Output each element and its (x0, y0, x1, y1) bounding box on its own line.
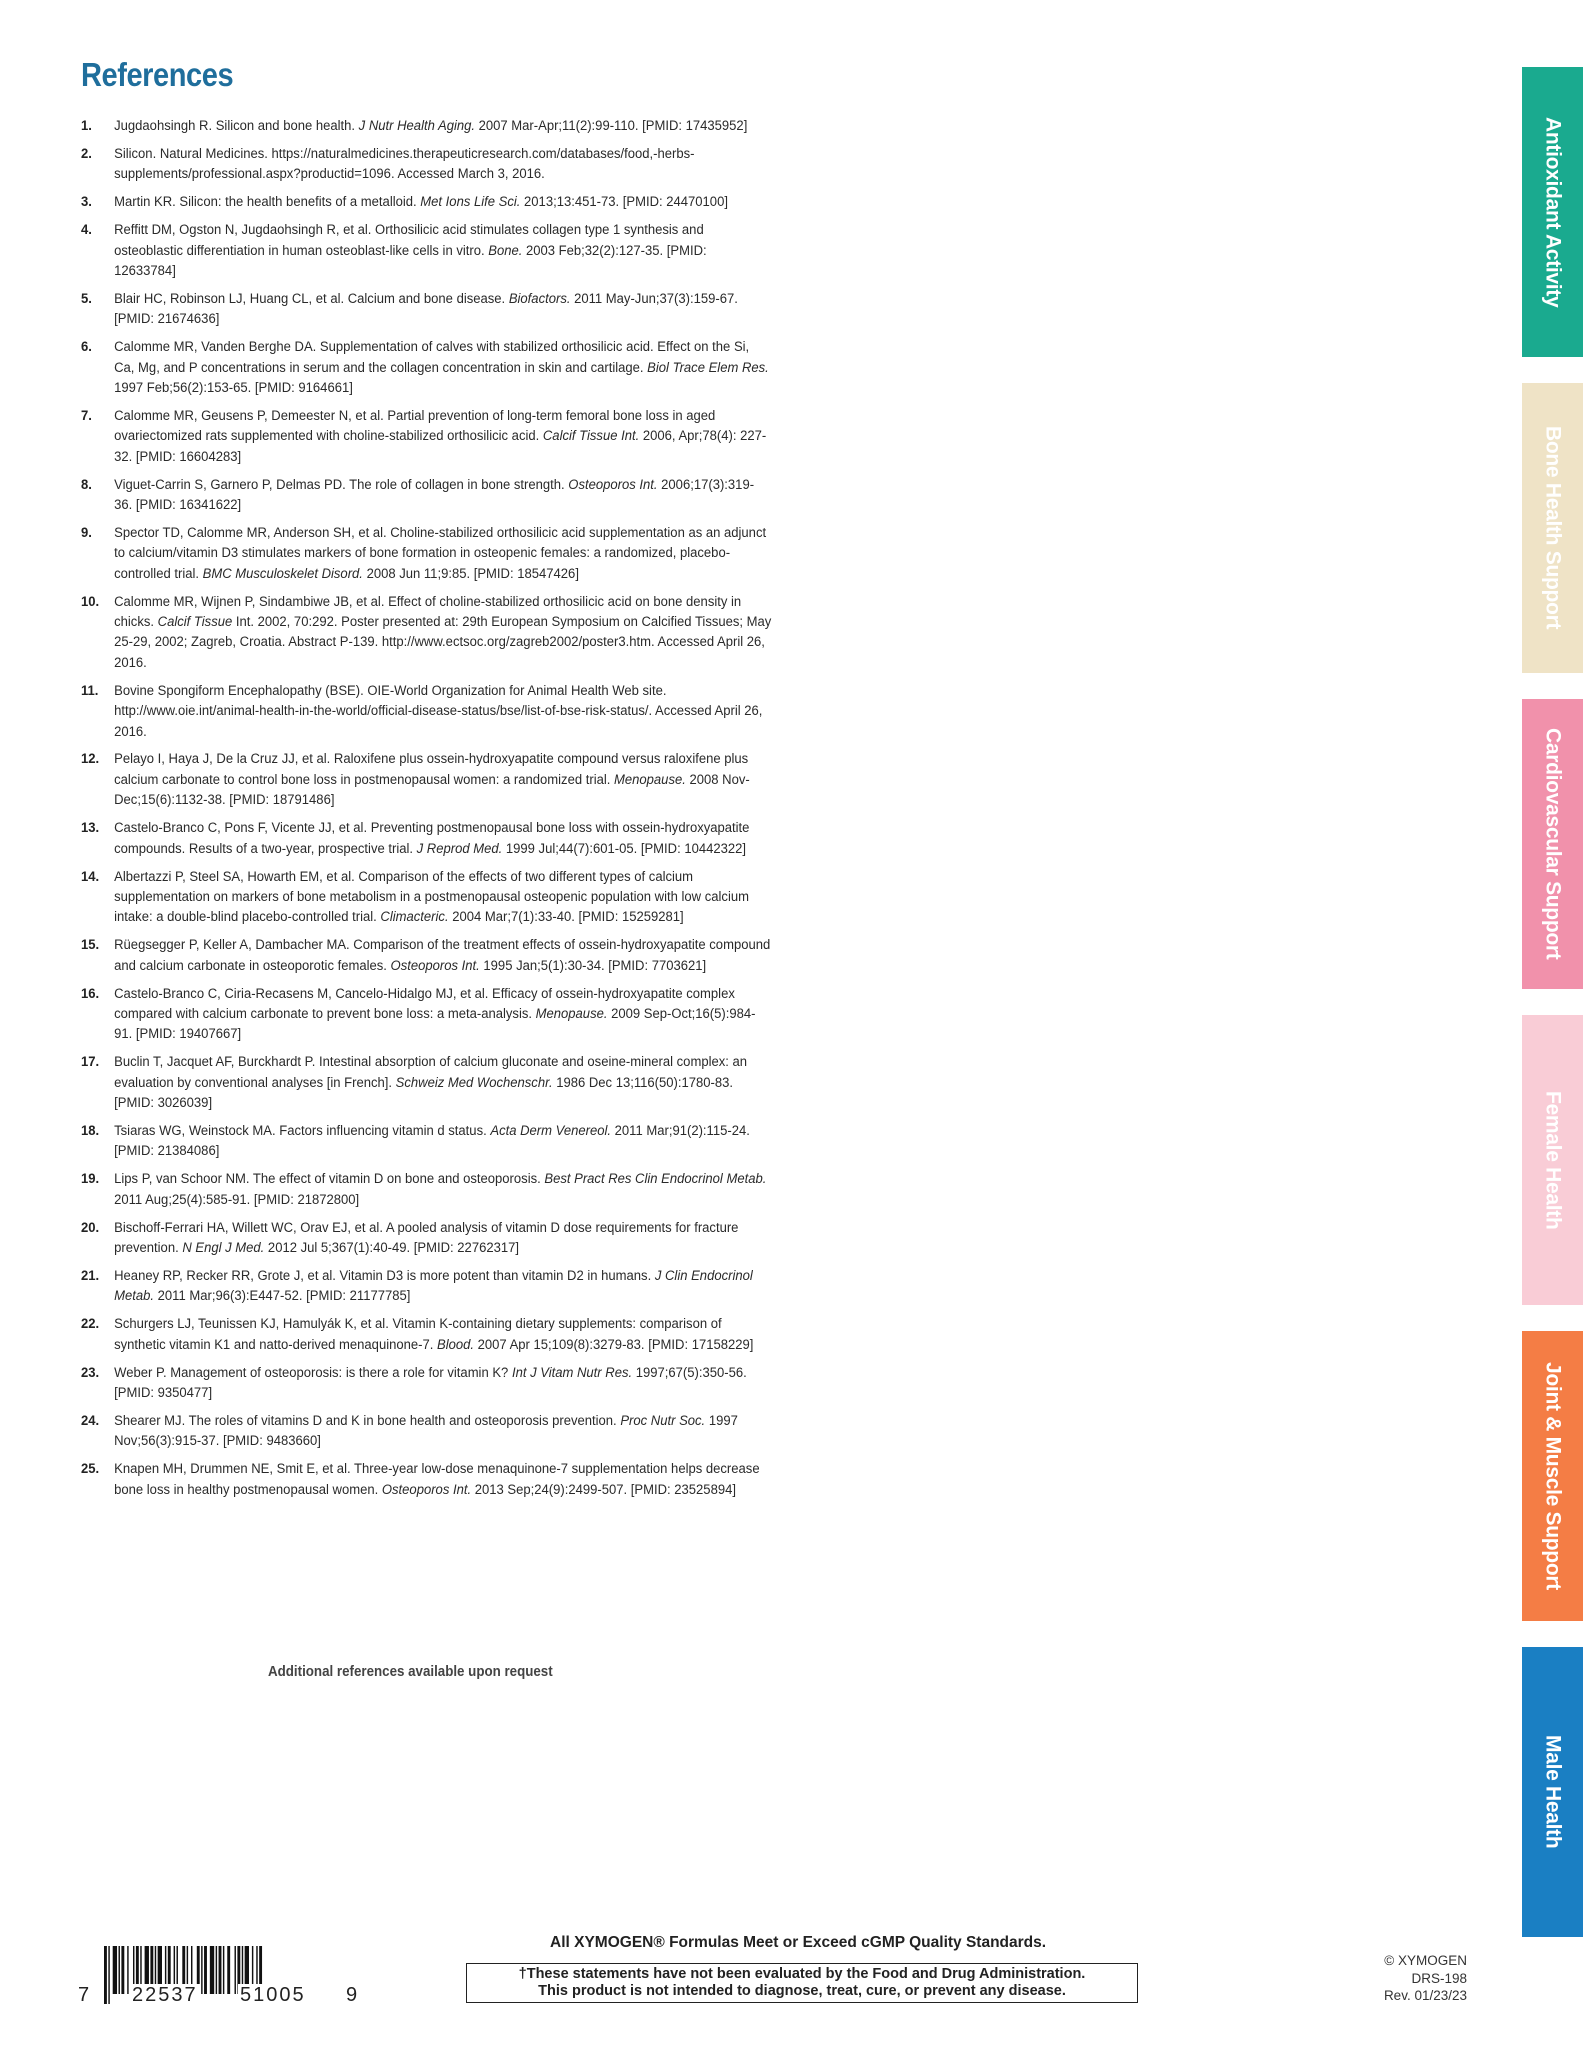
reference-text: Knapen MH, Drummen NE, Smit E, et al. Three-year low-dose menaquinone-7 supplementation helps decrease bone loss in healthy postmenopausal women. (114, 1461, 760, 1498)
side-tab-female-health (1522, 1015, 1583, 1305)
disclaimer-line-2: This product is not intended to diagnose, treat, cure, or prevent any disease. (538, 1983, 1066, 1999)
reference-item (81, 818, 772, 859)
reference-item (81, 192, 772, 212)
reference-text: Albertazzi P, Steel SA, Howarth EM, et al. Comparison of the effects of two different types of calcium supplementation on markers of bone metabolism in a postmenopausal osteopenic population with low calcium intake: a double-blind placebo-controlled trial. (114, 868, 749, 926)
additional-references-note: Additional references available upon request (268, 1664, 553, 1680)
barcode-check-digit: 9 (346, 1984, 358, 2006)
reference-text: Calomme MR, Wijnen P, Sindambiwe JB, et al. Effect of choline-stabilized orthosilicic acid on bone density in chicks. (114, 593, 742, 631)
journal-name: Osteoporos Int. (381, 1481, 472, 1498)
side-tab-label: Antioxidant Activity (1541, 116, 1565, 308)
reference-number: 2. (81, 145, 92, 162)
barcode-lead-digit: 7 (78, 1984, 90, 2006)
reference-item (81, 144, 772, 185)
reference-text: Buclin T, Jacquet AF, Burckhardt P. Intestinal absorption of calcium gluconate and oseine-mineral complex: an evaluation by conventional analyses [in French]. (114, 1054, 748, 1091)
side-tab-male-health (1522, 1647, 1583, 1937)
reference-text: 2011 Mar;96(3):E447-52. [PMID: 21177785] (154, 1288, 411, 1305)
reference-text: Bischoff-Ferrari HA, Willett WC, Orav EJ, et al. A pooled analysis of vitamin D dose requirements for fracture prevention. (114, 1219, 739, 1256)
reference-number: 21. (81, 1267, 100, 1284)
journal-name: Biofactors. (508, 290, 571, 307)
journal-name: J Nutr Health Aging. (358, 118, 476, 134)
reference-text: Pelayo I, Haya J, De la Cruz JJ, et al. Raloxifene plus ossein-hydroxyapatite compound versus raloxifene plus calcium carbonate to control bone loss in postmenopausal women: a randomized trial. (114, 751, 749, 788)
journal-name: Int J Vitam Nutr Res. (511, 1364, 633, 1381)
reference-number: 12. (81, 751, 100, 768)
reference-number: 19. (81, 1171, 100, 1188)
reference-text: 2007 Apr 15;109(8):3279-83. [PMID: 17158229] (474, 1336, 754, 1353)
journal-name: Blood. (437, 1336, 475, 1353)
reference-text: Bovine Spongiform Encephalopathy (BSE). OIE-World Organization for Animal Health Web site. http://www.oie.int/animal-health-in-the-world/official-disease-status/bse/list-of-bse-risk-status/. Accessed April 26, 2016. (114, 682, 763, 740)
reference-text: 2013;13:451-73. [PMID: 24470100] (520, 194, 728, 211)
reference-number: 17. (81, 1054, 100, 1071)
reference-item (81, 523, 772, 584)
reference-text: Viguet-Carrin S, Garnero P, Delmas PD. The role of collagen in bone strength. (114, 476, 569, 493)
reference-item (81, 1218, 772, 1259)
journal-name: J Reprod Med. (416, 840, 503, 857)
reference-number: 25. (81, 1461, 100, 1478)
reference-item (81, 1363, 772, 1404)
reference-item (81, 1266, 772, 1307)
reference-text: 2006;17(3):319-36. [PMID: 16341622] (114, 476, 755, 513)
journal-name: Proc Nutr Soc. (620, 1412, 706, 1429)
reference-item (81, 592, 772, 674)
reference-text: 2003 Feb;32(2):127-35. [PMID: 12633784] (114, 242, 707, 279)
journal-name: Met Ions Life Sci. (420, 194, 521, 211)
reference-text: 2012 Jul 5;367(1):40-49. [PMID: 22762317] (264, 1240, 520, 1256)
reference-number: 8. (81, 476, 92, 493)
journal-name: Climacteric. (380, 909, 449, 926)
reference-text: Silicon. Natural Medicines. https://naturalmedicines.therapeuticresearch.com/databases/food,-herbs-supplements/professional.aspx?productid=1096. Accessed March 3, 2016. (114, 145, 695, 183)
reference-item (81, 1459, 772, 1500)
journal-name: Osteoporos Int. (568, 476, 658, 493)
journal-name: Osteoporos Int. (390, 957, 480, 974)
journal-name: Menopause. (614, 771, 686, 788)
reference-text: Blair HC, Robinson LJ, Huang CL, et al. Calcium and bone disease. (114, 290, 509, 307)
reference-text: 1999 Jul;44(7):601-05. [PMID: 10442322] (502, 840, 747, 857)
reference-text: 2011 Aug;25(4):585-91. [PMID: 21872800] (114, 1191, 360, 1208)
reference-item (81, 475, 772, 516)
side-tab-antioxidant-activity (1522, 67, 1583, 357)
quality-statement: All XYMOGEN® Formulas Meet or Exceed cGMP Quality Standards. (550, 1934, 1047, 1951)
journal-name: Calcif Tissue (157, 614, 233, 631)
barcode-bar (121, 1946, 124, 1994)
reference-number: 24. (81, 1412, 100, 1429)
journal-name: Bone. (488, 242, 523, 259)
barcode-bar (201, 1946, 202, 1994)
reference-number: 14. (81, 868, 100, 885)
barcode-bar (104, 1946, 107, 2004)
disclaimer-line-1: †These statements have not been evaluated by the Food and Drug Administration. (518, 1966, 1086, 1982)
reference-text: Jugdaohsingh R. Silicon and bone health. (114, 118, 359, 134)
reference-text: Castelo-Branco C, Ciria-Recasens M, Cancelo-Hidalgo MJ, et al. Efficacy of ossein-hydroxyapatite complex compared with calcium carbonate to prevent bone loss: a meta-analysis. (114, 985, 735, 1022)
reference-text: Lips P, van Schoor NM. The effect of vitamin D on bone and osteoporosis. (114, 1171, 545, 1188)
reference-number: 11. (81, 682, 99, 699)
journal-name: BMC Musculoskelet Disord. (202, 565, 363, 582)
reference-text: 2011 Mar;91(2):115-24. [PMID: 21384086] (114, 1122, 750, 1160)
barcode-bar (119, 1946, 120, 1994)
reference-number: 5. (81, 290, 92, 307)
reference-item (81, 1121, 772, 1162)
page-title: References (81, 56, 234, 93)
reference-text: Int. 2002, 70:292. Poster presented at: 29th European Symposium on Calcified Tissues; May 25-29, 2002; Zagreb, Croatia. Abstract P-139. http://www.ectsoc.org/zagreb2002/poster3.htm. Accessed April 26, 2016. (114, 614, 772, 671)
reference-number: 20. (81, 1219, 100, 1236)
reference-item (81, 749, 772, 810)
document-code: DRS-198 (1411, 1970, 1467, 1986)
reference-number: 18. (81, 1122, 100, 1139)
side-tab-label: Male Health (1541, 1735, 1565, 1849)
reference-item (81, 1314, 772, 1355)
barcode-bar (216, 1946, 217, 1994)
fda-disclaimer-box (466, 1963, 1138, 2003)
side-tab-cardiovascular-support (1522, 699, 1583, 989)
reference-text: Rüegsegger P, Keller A, Dambacher MA. Comparison of the treatment effects of ossein-hydroxyapatite compound and calcium carbonate in osteoporotic females. (114, 937, 771, 974)
reference-number: 7. (81, 407, 92, 424)
reference-item (81, 935, 772, 976)
reference-number: 4. (81, 222, 92, 239)
upc-barcode (78, 1946, 358, 2008)
reference-text: Reffitt DM, Ogston N, Jugdaohsingh R, et al. Orthosilicic acid stimulates collagen type 1 synthesis and osteoblastic differentiation in human osteoblast-like cells in vitro. (114, 222, 704, 259)
reference-item (81, 116, 772, 136)
reference-item (81, 337, 772, 398)
reference-item (81, 406, 772, 467)
side-tab-label: Cardiovascular Support (1541, 728, 1565, 960)
reference-text: Tsiaras WG, Weinstock MA. Factors influencing vitamin d status. (114, 1122, 491, 1139)
reference-text: 2007 Mar-Apr;11(2):99-110. [PMID: 17435952] (475, 118, 748, 134)
reference-number: 1. (81, 118, 92, 134)
reference-text: 1986 Dec 13;116(50):1780-83. [PMID: 3026039] (114, 1074, 734, 1112)
reference-text: Shearer MJ. The roles of vitamins D and K in bone health and osteoporosis prevention. (114, 1412, 621, 1429)
barcode-bar (108, 1946, 109, 2004)
reference-text: 2008 Jun 11;9:85. [PMID: 18547426] (362, 565, 579, 582)
reference-text: 2004 Mar;7(1):33-40. [PMID: 15259281] (448, 909, 684, 926)
reference-number: 22. (81, 1316, 100, 1333)
reference-text: Martin KR. Silicon: the health benefits of a metalloid. (114, 194, 421, 211)
reference-number: 15. (81, 937, 100, 954)
reference-text: 2006, Apr;78(4): 227-32. [PMID: 16604283] (114, 428, 767, 465)
barcode-group-1: 22537 (132, 1984, 198, 2006)
reference-number: 13. (81, 820, 100, 837)
side-tab-label: Bone Health Support (1541, 426, 1565, 630)
reference-number: 9. (81, 524, 92, 541)
reference-item (81, 681, 772, 742)
side-tab-bone-health-support (1522, 383, 1583, 673)
reference-number: 16. (81, 985, 100, 1002)
barcode-bar (235, 1946, 236, 1994)
barcode-bar (210, 1946, 214, 1994)
reference-text: Castelo-Branco C, Pons F, Vicente JJ, et al. Preventing postmenopausal bone loss with ossein-hydroxyapatite compounds. Results of a two-year, prospective trial. (114, 820, 750, 857)
reference-item (81, 984, 772, 1045)
reference-item (81, 1169, 772, 1210)
reference-number: 10. (81, 593, 100, 610)
reference-item (81, 1052, 772, 1113)
copyright-text: © XYMOGEN (1384, 1953, 1467, 1968)
reference-text: Spector TD, Calomme MR, Anderson SH, et al. Choline-stabilized orthosilicic acid supplementation as an adjunct to calcium/vitamin D3 stimulates markers of bone formation in osteopenic females: a randomized, placebo-controlled trial. (114, 524, 767, 582)
reference-number: 6. (81, 339, 92, 356)
reference-text: 1997 Nov;56(3):915-37. [PMID: 9483660] (114, 1412, 738, 1450)
barcode-group-2: 51005 (240, 1984, 306, 2006)
journal-name: Calcif Tissue Int. (542, 428, 640, 445)
barcode-bar (227, 1946, 230, 1994)
reference-text: Calomme MR, Vanden Berghe DA. Supplementation of calves with stabilized orthosilicic acid. Effect on the Si, Ca, Mg, and P concentrations in serum and the collagen concentration in skin and cartilage. (114, 339, 750, 376)
reference-text: Schurgers LJ, Teunissen KJ, Hamulyák K, et al. Vitamin K-containing dietary supplements: comparison of synthetic vitamin K1 and natto-derived menaquinone-7. (114, 1316, 722, 1353)
barcode-bar (113, 1946, 117, 1994)
reference-number: 3. (81, 194, 92, 211)
reference-text: 1995 Jan;5(1):30-34. [PMID: 7703621] (479, 957, 707, 974)
reference-text: 2013 Sep;24(9):2499-507. [PMID: 23525894] (471, 1481, 736, 1498)
barcode-bar (219, 1946, 222, 1994)
side-tab-label: Joint & Muscle Support (1541, 1362, 1565, 1590)
reference-text: 1997 Feb;56(2):153-65. [PMID: 9164661] (114, 379, 353, 396)
revision-date: Rev. 01/23/23 (1383, 1988, 1467, 2003)
journal-name: Menopause. (535, 1005, 608, 1022)
reference-text: 2009 Sep-Oct;16(5):984-91. [PMID: 19407667] (114, 1005, 756, 1043)
reference-item (81, 289, 772, 330)
reference-list (81, 116, 841, 1507)
journal-name: Biol Trace Elem Res. (647, 359, 769, 376)
reference-text: 2011 May-Jun;37(3):159-67. [PMID: 21674636] (114, 290, 738, 328)
reference-text: 2008 Nov-Dec;15(6):1132-38. [PMID: 18791486] (114, 771, 750, 809)
side-tab-joint-muscle-support (1522, 1331, 1583, 1621)
journal-name: Best Pract Res Clin Endocrinol Metab. (544, 1171, 767, 1188)
journal-name: Schweiz Med Wochenschr. (395, 1074, 553, 1091)
journal-name: J Clin Endocrinol Metab. (114, 1267, 753, 1305)
reference-text: Weber P. Management of osteoporosis: is there a role for vitamin K? (114, 1364, 512, 1381)
reference-text: 1997;67(5):350-56. [PMID: 9350477] (114, 1364, 747, 1401)
journal-name: Acta Derm Venereol. (490, 1122, 612, 1139)
document-meta (1384, 1952, 1467, 2005)
reference-item (81, 220, 772, 281)
barcode-bar (127, 1946, 128, 1994)
barcode-bar (223, 1946, 224, 1994)
reference-item (81, 867, 772, 928)
reference-text: Heaney RP, Recker RR, Grote J, et al. Vitamin D3 is more potent than vitamin D2 in humans. (114, 1267, 655, 1284)
side-tab-label: Female Health (1541, 1090, 1565, 1230)
reference-item (81, 1411, 772, 1452)
reference-number: 23. (81, 1364, 100, 1381)
reference-text: Calomme MR, Geusens P, Demeester N, et al. Partial prevention of long-term femoral bone loss in aged ovariectomized rats supplemented with choline-stabilized orthosilicic acid. (114, 407, 716, 445)
journal-name: N Engl J Med. (182, 1240, 265, 1256)
barcode-bar (204, 1946, 207, 1994)
